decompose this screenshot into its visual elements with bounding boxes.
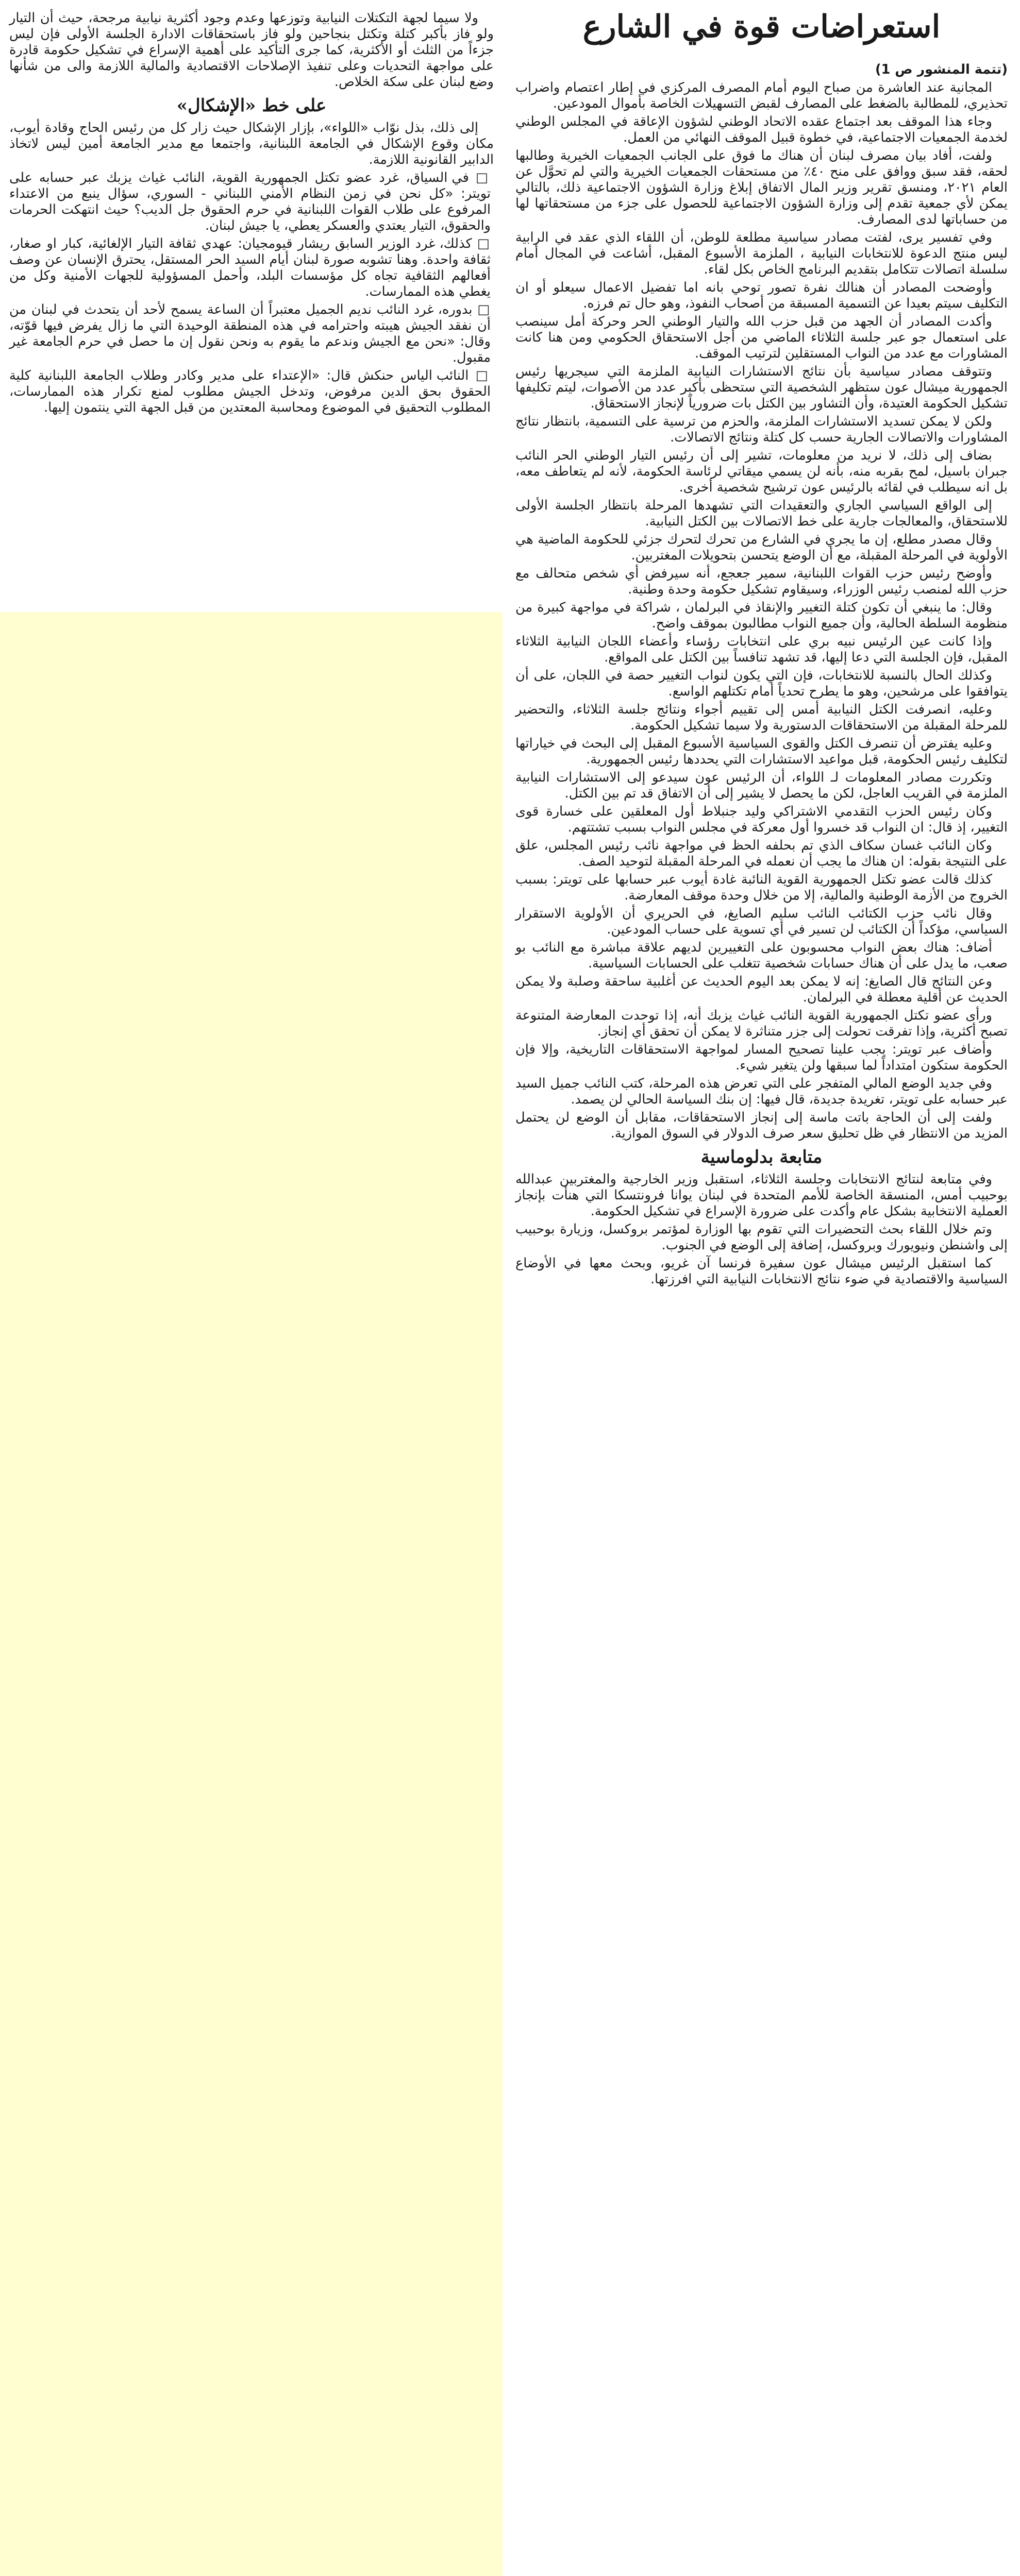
paragraph: أضاف: هناك بعض النواب محسوبون على التغييرين لديهم علاقة مباشرة مع النائب بو صعب، ما يدل على أن هناك حسابات شخصية تتغلب على الحسابات السياسية.	[515, 940, 1008, 971]
paragraph: وعليه، انصرفت الكتل النيابية أمس إلى تقييم أجواء ونتائج جلسة الثلاثاء، والتحضير للمرحلة المقبلة من الاستحقاقات الدستورية ولا سيما تشكيل الحكومة.	[515, 702, 1008, 733]
paragraph: وفي تفسير يرى، لفتت مصادر سياسية مطلعة للوطن، أن اللقاء الذي عقد في الرابية ليس منتج الدعوة للانتخابات النيابية ، الملزمة الأسبوع المقبل، أشاعت في المجال أمام سلسلة اتصالات تتكامل بتقديم البرنامج الخاص بكل لقاء.	[515, 230, 1008, 277]
paragraph: بضاف إلى ذلك، لا نريد من معلومات، تشير إلى أن رئيس التيار الوطني الحر النائب جبران باسيل، لمح بقربه منه، بأنه لن يسمي ميقاتي لرئاسة الحكومة، لأنه لم يتعاطف معه، بل انه سيطلب في لقائه بالرئيس عون ترشيح شخصية أخرى.	[515, 448, 1008, 495]
yellow-panel	[0, 612, 503, 2576]
paragraph: وتتوقف مصادر سياسية بأن نتائج الاستشارات النيابية الملزمة التي سيجريها رئيس الجمهورية ميشال عون ستظهر الشخصية التي ستحظى بأكبر عدد من الأصوات، ليتم تكليفها تشكيل الحكومة العتيدة، وأن التشاور بين الكتل بات ضرورياً لإنجاز الاستحقاق.	[515, 364, 1008, 411]
paragraph: وفي جديد الوضع المالي المتفجر على التي تعرض هذه المرحلة، كتب النائب جميل السيد عبر حسابه على تويتر، تغريدة جديدة، قال فيها: إن بنك السياسة الحالي لن يصمد.	[515, 1076, 1008, 1107]
paragraph: وأوضحت المصادر أن هنالك نفرة تصور توحي بانه اما تفضيل الاعمال سيعلو أو ان التكليف سيتم بعيدا عن التسمية المسبقة من أصحاب النفوذ، وهو حال تم فرزه.	[515, 280, 1008, 311]
left-bullet-3: □ بدوره، غرد النائب نديم الجميل معتبراً أن الساعة يسمح لأحد أن يتحدث في لبنان من أن نفقد الجيش هيبته واحترامه في هذه المنطقة الوحيدة التي ما زال يفرض فيها قوّته، وقال: «نحن مع الجيش وندعم ما يقوم به ونحن نقول إن ما حصل في حرم الجامعة غير مقبول.	[9, 302, 494, 366]
paragraph: ولكن لا يمكن تسديد الاستشارات الملزمة، والحزم من ترسية على التسمية، بانتظار نتائج المشاورات والاتصالات الجارية حسب كل كتلة ونتائج الاتصالات.	[515, 414, 1008, 445]
left-bullet-4: □ النائب الياس حنكش قال: «الإعتداء على مدير وكادر وطلاب الجامعة اللبنانية كلية الحقوق بحق الدين مرفوض، وتدخل الجيش مطلوب لمنع تكرار هذه الممارسات، المطلوب التحقيق في الموضوع ومحاسبة المعتدين من قبل الجهة التي ينتمون إليها.	[9, 368, 494, 416]
paragraph: ولفت، أفاد بيان مصرف لبنان أن هناك ما فوق على الجانب الجمعيات الخيرية وطالبها لحقه، فقد سبق ووافق على منح ٤٠٪ من مستحقات الجمعيات الخيرية والتي لم تحوَّل عن العام ٢٠٢١، ومنسق تقرير وزير المال الاتفاق إبلاغ وزارة الشؤون الاجتماعية ذلك، بالتالي يمكن لأي جمعية تقدم إلى وزارة الشؤون الاجتماعية للحصول على جزء من مستحقاتها لها من حساباتها لدى المصارف.	[515, 148, 1008, 227]
paragraph: وفي متابعة لنتائج الانتخابات وجلسة الثلاثاء، استقبل وزير الخارجية والمغتربين عبدالله بوحبيب أمس، المنسقة الخاصة للأمم المتحدة في لبنان يوانا فرونتسكا التي هنأت بإنجاز العملية الانتخابية بشكل عام وأكدت على ضرورة الإسراع في تشكيل الحكومة.	[515, 1172, 1008, 1219]
main-article-body	[515, 62, 1008, 1290]
main-column	[510, 0, 1013, 2576]
left-column-text	[9, 10, 494, 418]
continued-note: (تتمة المنشور ص 1)	[875, 62, 1008, 77]
left-column	[0, 0, 503, 2576]
paragraph: وقال نائب حزب الكتائب النائب سليم الصايغ، في الحريري أن الأولوية الاستقرار السياسي، مؤكداً أن الكتائب لن تسير في أي تسوية على حساب المودعين.	[515, 906, 1008, 937]
paragraph: كما استقبل الرئيس ميشال عون سفيرة فرنسا آن غريو، وبحث معها في الأوضاع السياسية والاقتصادية في ضوء نتائج الانتخابات النيابية التي افرزتها.	[515, 1256, 1008, 1287]
paragraph: وقال: ما ينبغي أن تكون كتلة التغيير والإنقاذ في البرلمان ، شراكة في مواجهة كبيرة من منظومة السلطة الحالية، وأن جميع النواب مطالبون بموقف واضح.	[515, 600, 1008, 631]
paragraph: وأوضح رئيس حزب القوات اللبنانية، سمير جعجع، أنه سيرفض أي شخص متحالف مع حزب الله لمنصب رئيس الوزراء، وسيقاوم تشكيل حكومة وحدة وطنية.	[515, 566, 1008, 597]
paragraph: إلى الواقع السياسي الجاري والتعقيدات التي تشهدها المرحلة بانتظار الجلسة الأولى للاستحقاق، والمعالجات جارية على خط الاتصالات بين الكتل النيابية.	[515, 498, 1008, 529]
left-paragraph-1: ولا سيما لجهة التكتلات النيابية وتوزعها وعدم وجود أكثرية نيابية مرجحة، حيث أن التيار ولو فاز بأكبر كتلة وتكتل بنجاحين ولو فاز باستحقاقات الادارة الجلسة الأولى فإن ليس جزءاً من الثلث أو الأكثرية، كما جرى التأكيد على أهمية الإسراع في تشكيل حكومة قادرة على مواجهة التحديات وعلى تنفيذ الإصلاحات الاقتصادية والمالية اللازمة والى من شأنها وضع لبنان على سكة الخلاص.	[9, 10, 494, 90]
paragraph: وتكررت مصادر المعلومات لـ اللواء، أن الرئيس عون سيدعو إلى الاستشارات النيابية الملزمة في القريب العاجل، لكن ما يحصل لا يشير إلى أن الاتفاق قد تم بين الكتل.	[515, 770, 1008, 801]
paragraph: ولفت إلى أن الحاجة باتت ماسة إلى إنجاز الاستحقاقات، مقابل أن الوضع لن يحتمل المزيد من الانتظار في ظل تحليق سعر صرف الدولار في السوق الموازية.	[515, 1110, 1008, 1141]
paragraph: كذلك قالت عضو تكتل الجمهورية القوية النائبة غادة أيوب عبر حسابها على تويتر: بسبب الخروج من الأزمة الوطنية والمالية، إلا من خلال وحدة موقف المعارضة.	[515, 872, 1008, 903]
paragraph: وإذا كانت عين الرئيس نبيه بري على انتخابات رؤساء وأعضاء اللجان النيابية الثلاثاء المقبل، فإن الجلسة التي دعا إليها، قد تشهد تنافساً بين الكتل على المواقع.	[515, 634, 1008, 665]
paragraph: وجاء هذا الموقف بعد اجتماع عقده الاتحاد الوطني لشؤون الإعاقة في المجلس الوطني لخدمة الجمعيات الاجتماعية، في خطوة قبيل الموقف النهائي من العمل.	[515, 114, 1008, 145]
paragraph: وعن النتائج قال الصايغ: إنه لا يمكن بعد اليوم الحديث عن أغلبية ساحقة وصلبة ولا يمكن الحديث عن أقلية معطلة في البرلمان.	[515, 974, 1008, 1005]
paragraph: وأكدت المصادر أن الجهد من قبل حزب الله والتيار الوطني الحر وحركة أمل سينصب على استعمال جو عبر جلسة الثلاثاء الماضي من أجل الاستحقاق الحكومي ومن هنا كانت المشاورات مع عدد من النواب المستقلين لترتيب الموقف.	[515, 314, 1008, 361]
paragraph: وكان رئيس الحزب التقدمي الاشتراكي وليد جنبلاط أول المعلقين على خسارة قوى التغيير، إذ قال: ان النواب قد خسروا أول معركة في مجلس النواب بسبب تشتتهم.	[515, 804, 1008, 835]
page-headline: استعراضات قوة في الشارع	[582, 9, 941, 45]
left-bullet-2: □ كذلك، غرد الوزير السابق ريشار قيومجيان: عهدي ثقافة التيار الإلغائية، كبار او صغار، ثقافة واحدة. وهنا تشوبه صورة لبنان أيام السيد الحر المستقل، يحترق الإنسان عن وصف أفعالهم الثقافية تجاه كل مؤسسات البلد، وأحمل المسؤولية للجهات الأمنية وكل من يغطي هذه الممارسات.	[9, 236, 494, 300]
left-paragraph-2: إلى ذلك، بذل نوّاب «اللواء»، بإزار الإشكال حيث زار كل من رئيس الحاج وقادة أيوب، مكان وقوع الإشكال في الجامعة اللبنانية، واجتمعا مع مدير الجامعة أمين ليس لاتخاذ الدابير القانونية اللازمة.	[9, 120, 494, 167]
paragraph: وكذلك الحال بالنسبة للانتخابات، فإن التي يكون لنواب التغيير حصة في اللجان، على أن يتوافقوا على مرشحين، وهو ما يطرح تحدياً أمام تكتلهم الواسع.	[515, 668, 1008, 699]
paragraph: المجانية عند العاشرة من صباح اليوم أمام المصرف المركزي في إطار اعتصام واضراب تحذيري، للمطالبة بالضغط على المصارف لقبض التسهيلات الخاصة بأموال المودعين.	[515, 80, 1008, 111]
left-bullet-1: □ في السياق، غرد عضو تكتل الجمهورية القوية، النائب غياث يزبك عبر حسابه على تويتر: «كل نحن في زمن النظام الأمني اللبناني - السوري، سؤال ينبع من الاعتداء المرفوع على طلاب القوات اللبنانية في حرم الحقوق جل الديب؟ حيث انتهكت الحرمات والحقوق، التيار يعتدي والعسكر يعطي، يا جيش لبنان.	[9, 170, 494, 234]
left-subhead: على خط «الإشكال»	[176, 95, 327, 116]
paragraph: وتم خلال اللقاء بحث التحضيرات التي تقوم بها الوزارة لمؤتمر بروكسل، وزيارة بوحبيب إلى واشنطن ونيويورك وبروكسل، إضافة إلى الوضع في الجنوب.	[515, 1222, 1008, 1253]
paragraph: ورأى عضو تكتل الجمهورية القوية النائب غياث يزبك أنه، إذا توحدت المعارضة المتنوعة تصبح أكثرية، وإذا تفرقت تحولت إلى جزر متناثرة لا يمكن أن تحقق أي إنجاز.	[515, 1008, 1008, 1039]
paragraph: وأضاف عبر تويتر: يجب علينا تصحيح المسار لمواجهة الاستحقاقات التاريخية، وإلا فإن الحكومة ستكون امتداداً لما سبقها ولن يتغير شيء.	[515, 1042, 1008, 1073]
subhead-diplomatic-followup: متابعة بدلوماسية	[700, 1147, 823, 1167]
paragraph: وكان النائب غسان سكاف الذي تم بحلفه الحظ في مواجهة نائب رئيس المجلس، علق على النتيجة بقوله: ان هناك ما يجب أن نعمله في المرحلة المقبلة لتوحيد الصف.	[515, 838, 1008, 869]
paragraph: وعليه يفترض أن تنصرف الكتل والقوى السياسية الأسبوع المقبل إلى البحث في خياراتها لتكليف رئيس الحكومة، قبل مواعيد الاستشارات التي يحددها رئيس الجمهورية.	[515, 736, 1008, 767]
paragraph: وقال مصدر مطلع، إن ما يجري في الشارع من تحرك لتحرك جزئي للحكومة الماضية هي الأولوية في المرحلة المقبلة، مع أن الوضع يتحسن بتحويلات المغتربين.	[515, 532, 1008, 563]
